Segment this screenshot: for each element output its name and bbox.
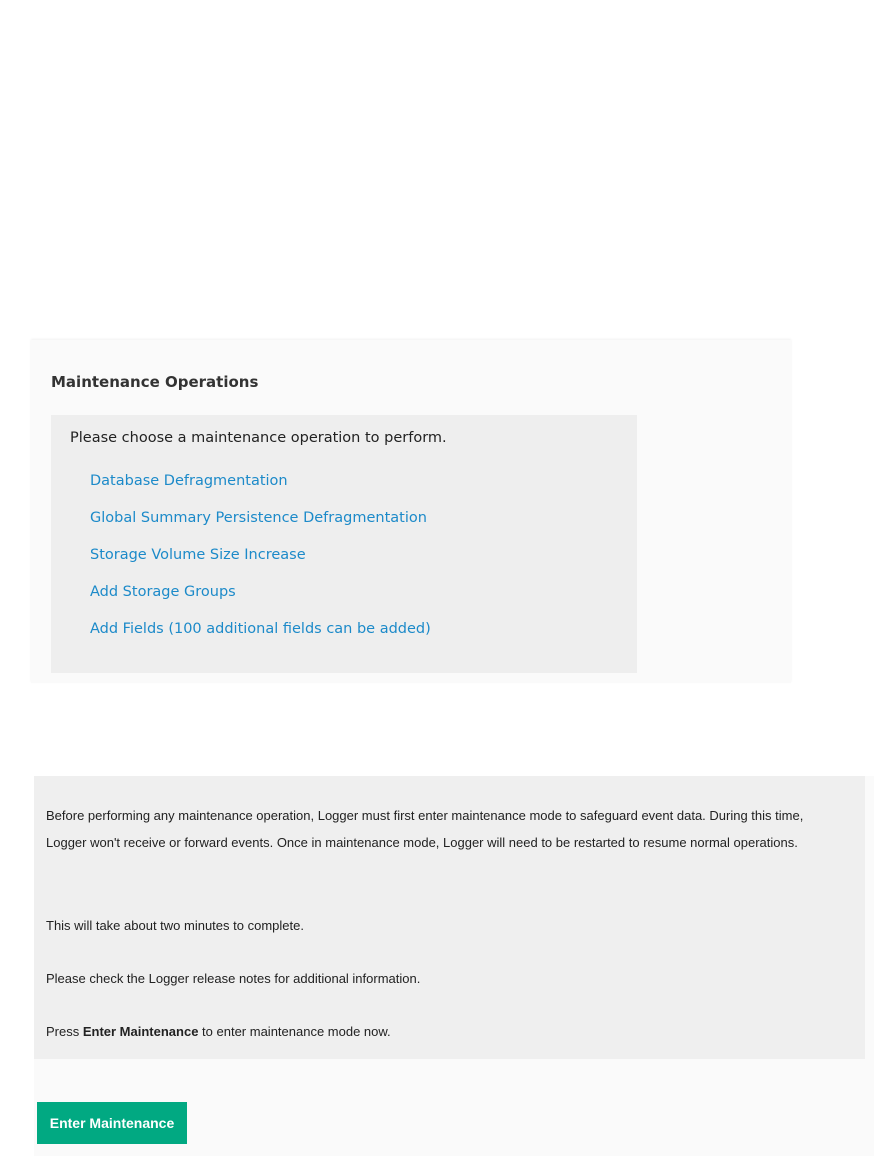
instruction-suffix: to enter maintenance mode now. [198, 1024, 391, 1039]
instruction-text [46, 1019, 846, 1046]
panel-title: Maintenance Operations [51, 373, 259, 391]
list-item [90, 619, 431, 656]
enter-maintenance-button[interactable]: Enter Maintenance [37, 1102, 187, 1144]
maintenance-info-box [34, 776, 865, 1059]
global-summary-persistence-defragmentation-link[interactable]: Global Summary Persistence Defragmentation [90, 510, 427, 526]
maintenance-mode-panel [34, 776, 874, 1156]
list-item [90, 582, 431, 619]
list-item [90, 545, 431, 582]
database-defragmentation-link[interactable]: Database Defragmentation [90, 473, 288, 489]
operations-box [51, 415, 637, 673]
add-storage-groups-link[interactable]: Add Storage Groups [90, 584, 236, 600]
release-notes-text: Please check the Logger release notes for additional information. [46, 971, 421, 986]
maintenance-warning-text: Before performing any maintenance operation, Logger must first enter maintenance mode to safeguard event data. During this time, Logger won't receive or forward events. Once in maintenance mode, Logger will need to be restarted to resume normal operations. [46, 808, 804, 850]
operations-list [90, 471, 431, 656]
list-item [90, 471, 431, 508]
storage-volume-size-increase-link[interactable]: Storage Volume Size Increase [90, 547, 306, 563]
instruction-emphasis: Enter Maintenance [82, 1024, 199, 1039]
operations-prompt: Please choose a maintenance operation to perform. [70, 430, 447, 446]
instruction-prefix: Press [46, 1024, 83, 1039]
list-item [90, 508, 431, 545]
add-fields-link[interactable]: Add Fields (100 additional fields can be added) [90, 621, 431, 637]
duration-text: This will take about two minutes to complete. [46, 918, 304, 933]
maintenance-operations-panel [31, 340, 791, 683]
